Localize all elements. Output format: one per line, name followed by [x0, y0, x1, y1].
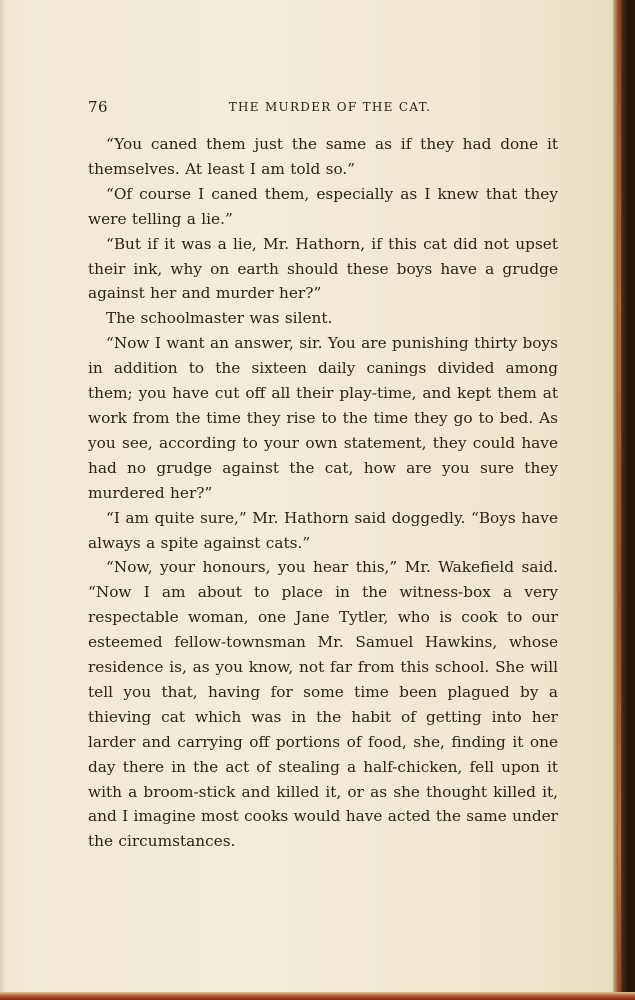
paragraph: “But if it was a lie, Mr. Hathorn, if this cat did not upset their ink, why on earth should these boys have a grudge against her and murder her?”: [88, 234, 558, 303]
paragraph: “I am quite sure,” Mr. Hathorn said doggedly. “Boys have always a spite against cats.”: [88, 508, 558, 552]
paragraph: “Now I want an answer, sir. You are punishing thirty boys in addition to the sixteen daily canings divided among them; you have cut off all their play-time, and kept them at work from the time they rise to the time they go to bed. As you see, according to your own statement, they could have had no grudge against the cat, how are you sure they murdered her?”: [88, 334, 558, 502]
book-spine: [613, 0, 635, 1000]
paragraph: “You caned them just the same as if they had done it themselves. At least I am told so.”: [88, 135, 558, 178]
spine-edge: [618, 0, 621, 1000]
page-left-shadow: [0, 0, 6, 1000]
body-text: [88, 132, 558, 854]
paragraph: “Of course I caned them, especially as I knew that they were telling a lie.”: [88, 184, 558, 228]
paragraph: “Now, your honours, you hear this,” Mr. Wakefield said. “Now I am about to place in the witness-box a very respectable woman, one Jane Tytler, who is cook to our esteemed fellow-townsman Mr. Samuel Hawkins, whose residence is, as you know, not far from this school. She will tell you that, having for some time been plagued by a thieving cat which was in the habit of getting into her larder and carrying off portions of food, she, finding it one day there in the act of stealing a half-chicken, fell upon it with a broom-stick and killed it, or as she thought killed it, and I imagine most cooks would have acted the same under the circumstances.: [88, 558, 558, 851]
paragraph: The schoolmaster was silent.: [106, 309, 333, 328]
running-title: THE MURDER OF THE CAT.: [228, 100, 432, 114]
page-bottom-edge: [0, 992, 635, 1000]
page-number: 76: [88, 98, 109, 116]
page-header: [88, 98, 558, 120]
